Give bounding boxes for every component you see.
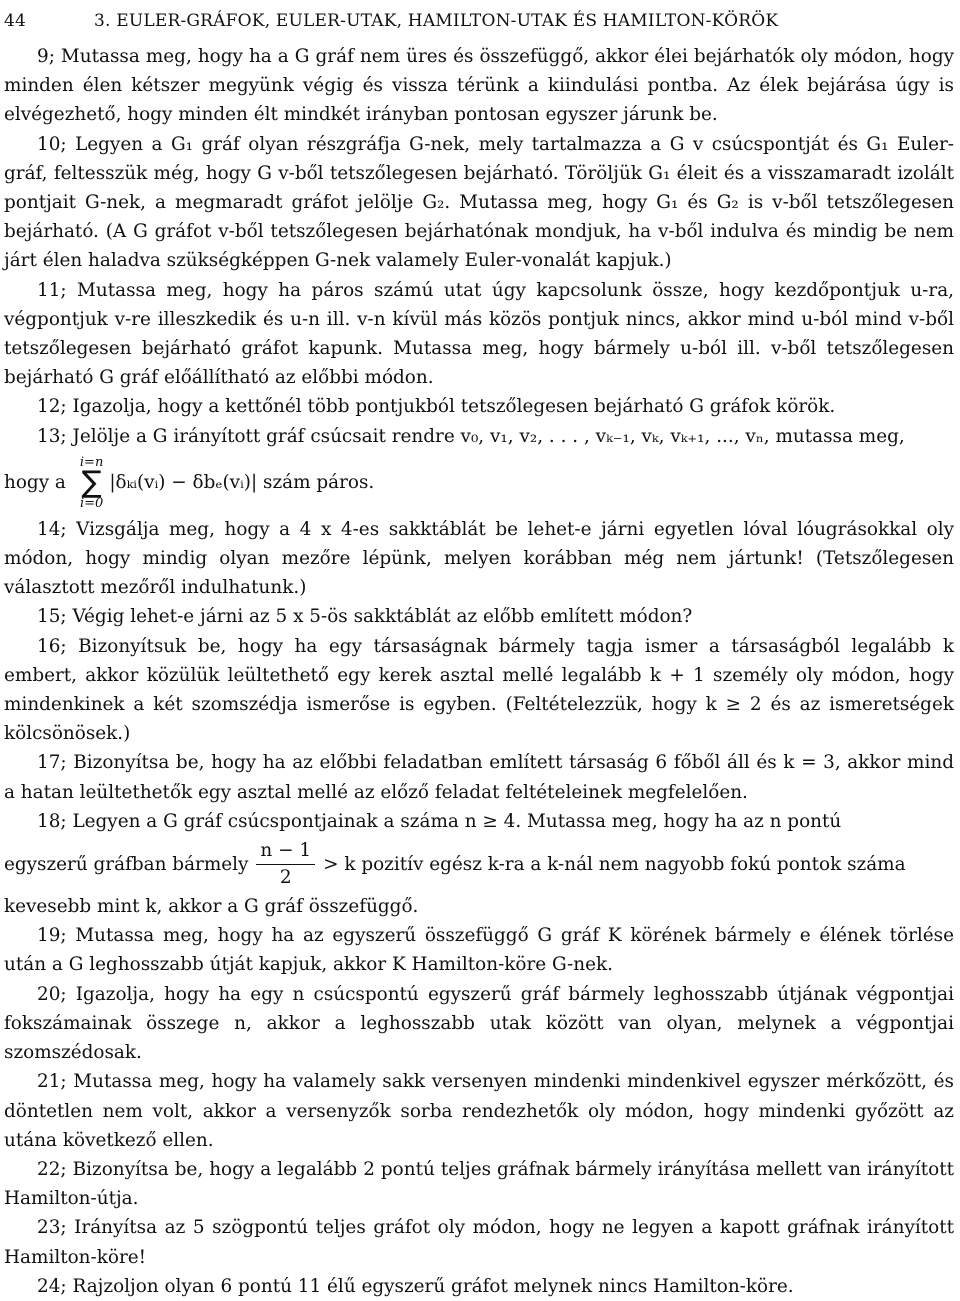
exercise-11: 11; Mutassa meg, hogy ha páros számú utat úgy kapcsolunk össze, hogy kezdőpontjuk u-ra, végpontjuk v-re illeszkedik és u-n ill. v-n kívül más közös pontjuk nincs, akkor mind u-ból mind v-ből tetszőlegesen bejárható gráfot kapunk. Mutassa meg, hogy bármely u-ból ill. v-ből tetszőlegesen bejárható G gráf előállítható az előbbi módon.	[4, 279, 954, 389]
exercise-10: 10; Legyen a G₁ gráf olyan részgráfja G-nek, mely tartalmazza a G v csúcspontját és G₁ Euler-gráf, feltesszük még, hogy G v-ből tetszőlegesen bejárható. Töröljük G₁ éleit és a visszamaradt izolált pontjait G-nek, a megmaradt gráfot jelölje G₂. Mutassa meg, hogy G₁ és G₂ is v-ből tetszőlegesen bejárható. (A G gráfot v-ből tetszőlegesen bejárhatónak mondjuk, ha v-ből indulva és mindig be nem járt élen haladva szükségképpen G-nek valamely Euler-vonalát kapjuk.)	[4, 133, 954, 272]
exercise-13-text: 13; Jelölje a G irányított gráf csúcsait rendre v₀, v₁, v₂, . . . , vₖ₋₁, vₖ, vₖ₊₁, ..., vₙ, mutassa meg,	[37, 425, 905, 447]
sum-expression: |δₖᵢ(vᵢ) − δbₑ(vᵢ)|	[109, 472, 258, 494]
exercise-18-line1: 18; Legyen a G gráf csúcspontjainak a száma n ≥ 4. Mutassa meg, hogy ha az n pontú	[37, 810, 842, 832]
running-title: 3. EULER-GRÁFOK, EULER-UTAK, HAMILTON-UTAK ÉS HAMILTON-KÖRÖK	[94, 11, 779, 31]
fraction	[256, 840, 315, 887]
exercise-15: 15; Végig lehet-e járni az 5 x 5-ös sakktáblát az előbb említett módon?	[37, 606, 693, 628]
exercise-13-formula	[4, 451, 954, 515]
exercise-23: 23; Irányítsa az 5 szögpontú teljes gráfot oly módon, hogy ne legyen a kapott gráfnak irányított Hamilton-köre!	[4, 1217, 954, 1268]
formula-tail: szám páros.	[263, 472, 375, 494]
exercise-18-formula	[4, 836, 954, 892]
exercise-9: 9; Mutassa meg, hogy ha a G gráf nem üres és összefüggő, akkor élei bejárhatók oly módon, hogy minden élen kétszer megyünk végig és vissza térünk a kiindulási pontba. Az élek bejárása úgy is elvégezhető, hogy minden élt mindkét irányban pontosan egyszer járunk be.	[4, 46, 954, 126]
summation	[80, 456, 103, 510]
exercise-14: 14; Vizsgálja meg, hogy a 4 x 4-es sakktáblát be lehet-e járni egyetlen lóval lóugrásokkal oly módon, hogy mindig olyan mezőre lépünk, melyen korábban még nem jártunk! (Tetszőlegesen választott mezőről indulhatunk.)	[4, 518, 954, 599]
exercise-19: 19; Mutassa meg, hogy ha az egyszerű összefüggő G gráf K körének bármely e élének törlése után a G leghosszabb útját kapjuk, akkor K Hamilton-köre G-nek.	[4, 925, 954, 976]
formula-tail: > k pozitív egész k-ra a k-nál nem nagyobb fokú pontok száma	[323, 853, 906, 875]
formula-lead: hogy a	[4, 472, 66, 494]
exercise-20: 20; Igazolja, hogy ha egy n csúcspontú egyszerű gráf bármely leghosszabb útjának végpontjai fokszámainak összege n, akkor a leghosszabb utak között van olyan, melynek a végpontjai szomszédosak.	[4, 983, 954, 1064]
sum-upper-limit: i=n	[79, 454, 104, 470]
exercise-18	[4, 807, 954, 921]
exercise-16: 16; Bizonyítsuk be, hogy ha egy társaságnak bármely tagja ismer a társaságból legalább k embert, akkor közülük leültethető egy kerek asztal mellé legalább k + 1 személy oly módon, hogy mindenkinek a két szomszédja ismerőse is egyben. (Feltételezzük, hogy k ≥ 2 és az ismeretségek kölcsönösek.)	[4, 635, 954, 745]
exercise-22: 22; Bizonyítsa be, hogy a legalább 2 pontú teljes gráfnak bármely irányítása mellett van irányított Hamilton-útja.	[4, 1158, 954, 1210]
exercise-18-line3: kevesebb mint k, akkor a G gráf összefüggő.	[4, 896, 419, 918]
exercise-12: 12; Igazolja, hogy a kettőnél több pontjukból tetszőlegesen bejárható G gráfok körök.	[37, 396, 836, 418]
sum-lower-limit: i=0	[79, 495, 104, 511]
exercise-17: 17; Bizonyítsa be, hogy ha az előbbi feladatban említett társaság 6 főből áll és k = 3, akkor mind a hatan leültethetők egy asztal mellé az előző feladat feltételeinek megfelelően.	[4, 752, 954, 803]
sum-symbol: ∑	[81, 464, 102, 500]
page-header	[4, 0, 954, 42]
exercise-21: 21; Mutassa meg, hogy ha valamely sakk versenyen mindenki mindenkivel egyszer mérkőzött, és döntetlen nem volt, akkor a versenyzők sorba rendezhetők oly módon, hogy mindenki győzött az utána következő ellen.	[4, 1071, 954, 1151]
exercise-13	[4, 422, 954, 515]
fraction-numerator: n − 1	[256, 840, 315, 864]
formula-lead: egyszerű gráfban bármely	[4, 853, 249, 875]
exercise-24: 24; Rajzoljon olyan 6 pontú 11 élű egyszerű gráfot melynek nincs Hamilton-köre.	[37, 1275, 794, 1297]
fraction-denominator: 2	[279, 866, 292, 888]
page-number: 44	[4, 11, 27, 31]
